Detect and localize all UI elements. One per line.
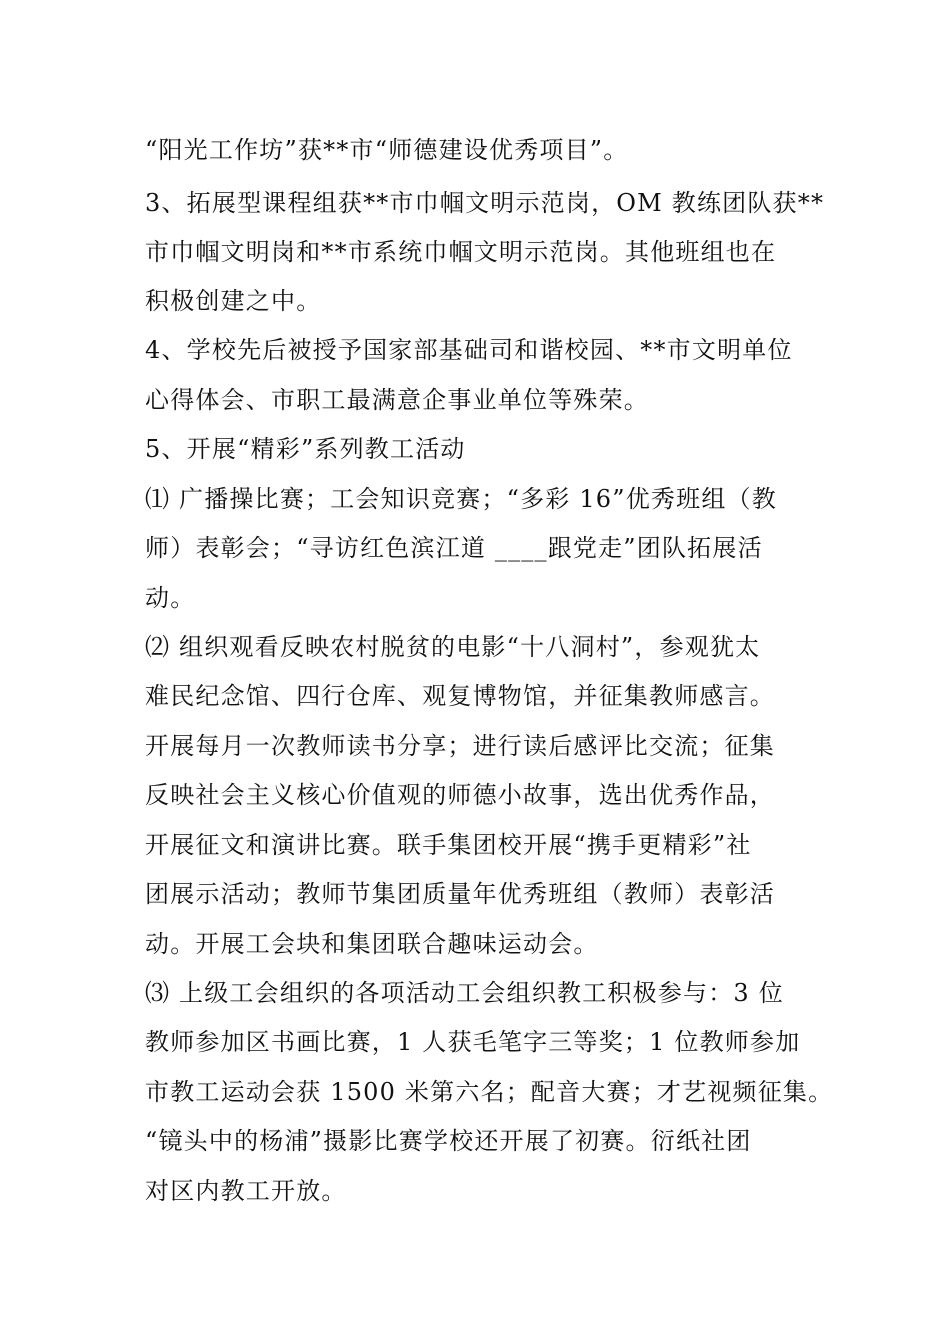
text-line: 团展示活动；教师节集团质量年优秀班组（教师）表彰活: [145, 880, 775, 908]
text-line: 3、拓展型课程组获**市巾帼文明示范岗，OM 教练团队获**: [145, 189, 825, 217]
text-line: 4、学校先后被授予国家部基础司和谐校园、**市文明单位: [145, 336, 793, 364]
text-line: “阳光工作坊”获**市“师德建设优秀项目”。: [145, 136, 629, 164]
text-line: ⑵ 组织观看反映农村脱贫的电影“十八洞村”，参观犹太: [145, 633, 761, 661]
text-line: 积极创建之中。: [145, 287, 322, 315]
text-line: 动。: [145, 584, 196, 612]
text-line: 心得体会、市职工最满意企事业单位等殊荣。: [145, 386, 649, 414]
text-line: 动。开展工会块和集团联合趣味运动会。: [145, 930, 599, 958]
text-line: 市教工运动会获 1500 米第六名；配音大赛；才艺视频征集。: [145, 1078, 834, 1106]
text-line: 市巾帼文明岗和**市系统巾帼文明示范岗。其他班组也在: [145, 238, 777, 266]
text-line: 师）表彰会；“寻访红色滨江道 ____跟党走”团队拓展活: [145, 534, 763, 562]
text-line: ⑶ 上级工会组织的各项活动工会组织教工积极参与：3 位: [145, 979, 784, 1007]
text-line: 反映社会主义核心价值观的师德小故事，选出优秀作品，: [145, 781, 775, 809]
text-line: 5、开展“精彩”系列教工活动: [145, 435, 466, 463]
text-line: 开展每月一次教师读书分享；进行读后感评比交流；征集: [145, 732, 775, 760]
text-line: 对区内教工开放。: [145, 1177, 347, 1205]
text-line: “镜头中的杨浦”摄影比赛学校还开展了初赛。衍纸社团: [145, 1127, 752, 1155]
text-line: ⑴ 广播操比赛；工会知识竞赛；“多彩 16”优秀班组（教: [145, 485, 777, 513]
text-line: 开展征文和演讲比赛。联手集团校开展“携手更精彩”社: [145, 831, 752, 859]
text-line: 教师参加区书画比赛，1 人获毛笔字三等奖；1 位教师参加: [145, 1028, 801, 1056]
text-line: 难民纪念馆、四行仓库、观复博物馆，并征集教师感言。: [145, 682, 775, 710]
